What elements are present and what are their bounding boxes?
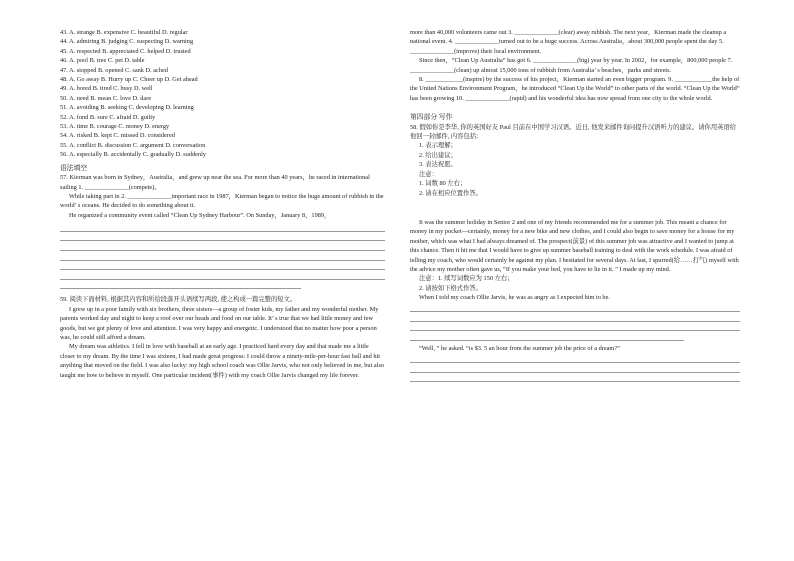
grammar-heading: 语法填空: [60, 164, 88, 172]
answer-lines[interactable]: [60, 222, 385, 289]
question-59-intro: 59. 阅读下面材料, 根据其内容和所给段落开头语续写两段, 使之构成一篇完整的短文。: [60, 296, 297, 304]
choice-item: 56. A. especially B. accidentally C. gradually D. suddenly: [60, 151, 207, 159]
paragraph-opener: When I told my coach Ollie Jarvis, he was as angry as I expected him to be.: [419, 294, 610, 302]
story-paragraph: I grew up in a poor family with six brothers, three sisters—a group of foster kids, my father and my wonderful mother. My parents worked day and night to keep a roof over our heads and food on our table. It’ s true that we had little money and few goods, but we got plenty of love and attention. I was very happy and energetic. I understood that no matter how poor a person was, he could still afford a dream.: [60, 305, 379, 341]
grammar-paragraph: He organized a community event called “Clean Up Sydney Harbour”. On Sunday，January 8，1989，: [69, 211, 331, 219]
writing-heading: 第四部分 写作: [410, 114, 453, 122]
paragraph-opener: “Well, ” he asked. “is $3. 5 an hour from the summer job the price of a dream?”: [419, 344, 620, 352]
grammar-paragraph: more than 40,000 volunteers came out 3. ______________(clear) away rubbish. The next year，Kierman made the cleanup a national event. 4. ______________turned out to be a huge success. Across Australia，about 300,000 people spent the day 5. ______________(improve) their local environment.: [410, 29, 727, 55]
note-item: 2. 请按如下格式作答。: [419, 284, 482, 292]
choice-item: 50. A. need B. mean C. love D. dare: [60, 94, 152, 102]
answer-lines[interactable]: [410, 353, 740, 382]
question-58-intro: 58. 假如你是李华, 你的英国好友 Paul 目前在中国学习汉语。近日, 他发来邮件询问提升汉语听力的建议。请你用英语给他回一封邮件, 内容包括：: [410, 123, 737, 141]
requirement-item: 3. 表达祝愿。: [419, 161, 457, 169]
note-item: 1. 词数 80 左右；: [419, 180, 467, 188]
story-paragraph: My dream was athletics. I fell in love with baseball at an early age. I practiced hard every day and that made me a little closer to my dream. By the time I was sixteen, I had made great progress: I could throw a ninety-mile-per-hour fast ball and hit anything that moved on the field. I was also lucky: my high school coach was Ollie Jarvis, who not only believed in me, but also taught me how to believe in myself. One particular incident(事件) with my coach Ollie Jarvis changed my life forever.: [60, 343, 385, 379]
choice-item: 51. A. avoiding B. seeking C. developing D. learning: [60, 104, 194, 112]
choice-item: 43. A. strange B. expensive C. beautiful D. regular: [60, 29, 188, 36]
choice-item: 52. A. fond B. sure C. afraid D. guilty: [60, 113, 156, 121]
note-label: 注意：: [419, 170, 438, 178]
note-item: 2. 请在相应位置作答。: [419, 189, 482, 197]
choice-item: 45. A. respected B. appreciated C. helped D. trusted: [60, 47, 191, 55]
choice-item: 48. A. Go away B. Hurry up C. Cheer up D. Get ahead: [60, 76, 198, 84]
grammar-paragraph: While taking part in 2. ______________important race in 1987，Kierman began to notice the huge amount of rubbish in the world’ s oceans. He decided to do something about it.: [60, 192, 384, 210]
choice-item: 49. A. bored B. tired C. busy D. well: [60, 85, 153, 93]
choice-item: 55. A. conflict B. discussion C. argument D. conversation: [60, 141, 206, 149]
note-item: 注意：1. 续写词数应为 150 左右；: [419, 275, 514, 283]
choice-item: 53. A. time B. courage C. money D. energy: [60, 123, 170, 131]
requirement-item: 2. 给出建议；: [419, 151, 457, 159]
writing-space[interactable]: [410, 198, 740, 218]
choice-item: 44. A. admiring B. judging C. suspecting D. warning: [60, 38, 194, 46]
requirement-item: 1. 表示理解；: [419, 142, 457, 150]
grammar-paragraph: Since then，“Clean Up Australia” has got 6. ______________(big) year by year. In 2002，for example，800,000 people 7. ______________(clean) up almost 15,000 tons of rubbish from Australia’ s beaches，parks and streets.: [410, 57, 733, 74]
choice-item: 46. A. pool B. tree C. pet D. table: [60, 57, 145, 65]
choice-item: 47. A. stopped B. opened C. sank D. ached: [60, 66, 168, 74]
choice-item: 54. A. risked B. kept C. missed D. considered: [60, 132, 175, 140]
story-paragraph: It was the summer holiday in Senior 2 and one of my friends recommended me for a summer job. This meant a chance for money in my pocket—certainly, money for a new bike and new clothes, and I could also begin to save money for a house for my mother, which was what I had always dreamed of. The prospect(前景) of this summer job was attractive and I wanted to jump at this chance. Then it hit me that I would have to give up summer baseball training to deal with the work schedule. I was afraid of telling my coach, who would certainly be against my plan. I hesitated for several days. At last, I spurred(给……打气) myself with the advice my mother often gave us, “If you make your bed, you have to lie in it. ” I made up my mind.: [410, 218, 739, 273]
left-column: [60, 28, 385, 380]
grammar-paragraph: 57. Kierman was born in Sydney，Australia，and grew up near the sea. For more than 40 years，he raced in international sailing 1. ______________(compete)。: [60, 174, 370, 191]
right-column: [410, 28, 740, 382]
answer-lines[interactable]: [410, 303, 740, 341]
grammar-paragraph: 8. ____________(inspire) by the success of his project，Kierman started an even bigger program. 9. ____________the help of the United Nations Environment Program，he introduced “Clean Up the World” to other parts of the world. “Clean Up the World” has been growing 10. ______________(rapid) and his wonderful idea has now spread from one city to the whole world.: [410, 76, 740, 102]
choice-list: [60, 28, 385, 160]
